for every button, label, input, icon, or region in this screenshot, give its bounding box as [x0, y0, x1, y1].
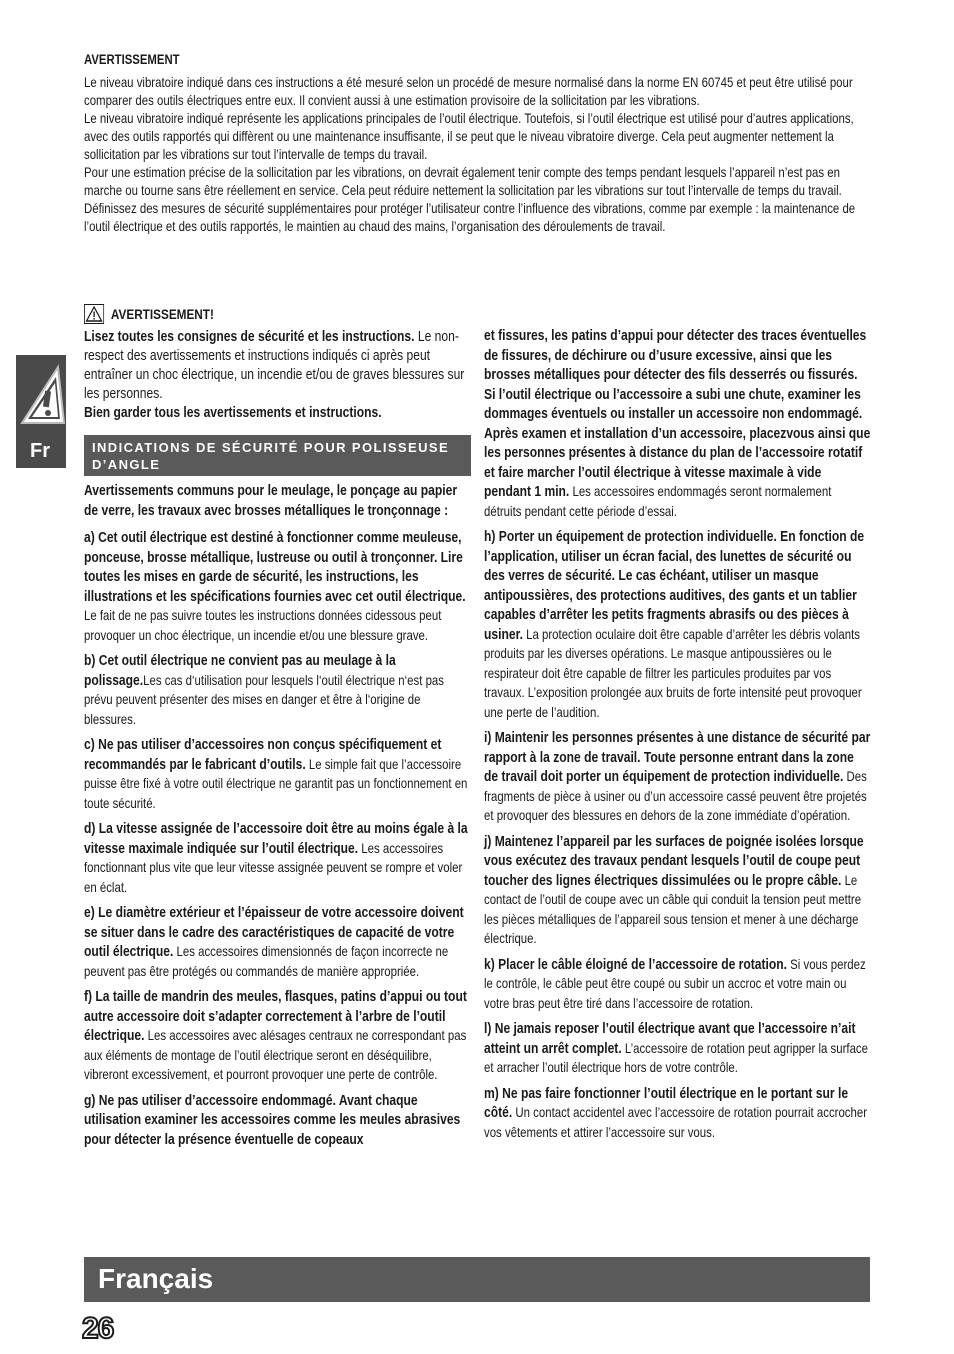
warning-block — [84, 304, 471, 423]
vibration-paragraph-3: Pour une estimation précise de la sollicitation par les vibrations, on devrait également tenir compte des temps pendant lesquels l’appareil n’est pas en marche ou tourne sans être réellement en service. Cela peut réduire nettement la sollicitation par les vibrations sur tout l’intervalle de temps du travail. — [84, 165, 842, 198]
safety-item-rest: Le fait de ne pas suivre toutes les instructions données cidessous peut provoquer un choc électrique, un incendie et/ou une blessure grave. — [84, 608, 442, 643]
safety-item — [484, 1020, 870, 1079]
safety-item-rest: Un contact accidentel avec l’accessoire de rotation pourrait accrocher vos vêtements et attirer l’accessoire sur vous. — [484, 1105, 868, 1140]
safety-item-rest: La protection oculaire doit être capable d’arrêter les débris volants produits par les diverses opérations. Le masque antipoussières ou le respirateur doit être capable de filtrer les particules produites par vos travaux. L’exposition prolongée aux bruits de forte intensité peut provoquer une perte de l’audition. — [484, 626, 862, 720]
safety-item-bold: m) Ne pas faire fonctionner l’outil électrique en le portant sur le côté. — [484, 1085, 849, 1121]
right-column-items — [484, 327, 870, 1149]
safety-item-bold: et fissures, les patins d’appui pour détecter des traces éventuelles de fissures, de déchirure ou d’usure excessive, ainsi que les brosses métalliques pour détecter des fils desserrés ou fissurés. Si l’outil électrique ou l’accessoire a subi une chute, examiner les dommages éventuels ou installer un accessoire non endommagé. Après examen et installation d’un accessoire, placezvous ainsi que les personnes présentes à distance du plan de l’accessoire rotatif et faire marcher l’outil électrique à vitesse maximale à vide pendant 1 min. — [484, 328, 871, 500]
footer-language-bar — [84, 1257, 870, 1302]
vibration-warning-heading: AVERTISSEMENT — [84, 52, 180, 67]
safety-item-rest: L’accessoire de rotation peut agripper la surface et arracher l’outil électrique hors de votre contrôle. — [484, 1040, 868, 1075]
footer-title: Français — [98, 1263, 214, 1294]
safety-item-rest: Les cas d‘utilisation pour lesquels l‘outil électrique n‘est pas prévu peuvent présenter des mises en danger et être à l‘origine de blessures. — [84, 672, 444, 727]
safety-item-bold: c) Ne pas utiliser d’accessoires non conçus spécifiquement et recommandés par le fabricant d’outils. — [84, 737, 442, 773]
safety-item-bold: a) Cet outil électrique est destiné à fonctionner comme meuleuse, ponceuse, brosse métallique, lustreuse ou outil à tronçonner. Lire toutes les mises en garde de sécurité, les instructions, les illustrations et les spécifications fournies avec cet outil électrique. — [84, 530, 466, 605]
language-side-tab — [16, 355, 66, 468]
safety-item-rest: Des fragments de pièce à usiner ou d’un accessoire cassé peuvent être projetés et provoquer des blessures en dehors de la zone immédiate d’opération. — [484, 769, 867, 823]
safety-item-bold: g) Ne pas utiliser d’accessoire endommagé. Avant chaque utilisation examiner les accessoires comme les meules abrasives pour détecter la présence éventuelle de copeaux — [84, 1092, 461, 1148]
safety-item — [484, 956, 870, 1015]
safety-item — [84, 988, 471, 1086]
safety-item — [84, 904, 471, 982]
safety-item-bold: b) Cet outil électrique ne convient pas au meulage à la polissage. — [84, 653, 396, 689]
safety-item — [84, 652, 471, 730]
safety-item-bold: l) Ne jamais reposer l’outil électrique avant que l’accessoire n’ait atteint un arrêt complet. — [484, 1021, 856, 1057]
warning-icon — [84, 304, 104, 324]
safety-item — [84, 736, 471, 814]
safety-item-rest: Le contact de l’outil de coupe avec un câble qui conduit la tension peut mettre les pièces métalliques de l’appareil sous tension et mener à une décharge électrique. — [484, 872, 862, 946]
safety-item — [484, 327, 870, 522]
warning-heading-text: AVERTISSEMENT! — [110, 306, 214, 322]
warning-rest-text: Le non-respect des avertissements et instructions indiqués ci après peut entraîner un choc électrique, un incendie et/ou de graves blessures sur les personnes. — [84, 329, 465, 402]
page-number: 26 — [82, 1312, 114, 1345]
safety-item-rest: Les accessoires dimensionnés de façon incorrecte ne peuvent pas être protégés ou commandés de manière appropriée. — [84, 944, 449, 979]
vibration-paragraph-4: Définissez des mesures de sécurité supplémentaires pour protéger l’utilisateur contre l’influence des vibrations, comme par exemple : la maintenance de l’outil électrique et des outils rapportés, le maintien au chaud des mains, l’organisation des déroulements de travail. — [84, 201, 856, 234]
safety-item — [484, 528, 870, 723]
warning-paragraph — [84, 328, 471, 404]
safety-item-rest: Les accessoires fonctionnant plus vite que leur vitesse assignée peuvent se rompre et voler en éclat. — [84, 840, 463, 895]
warning-keep-instructions: Bien garder tous les avertissements et instructions. — [84, 405, 382, 421]
safety-item-bold: k) Placer le câble éloigné de l’accessoire de rotation. — [484, 956, 788, 973]
warning-bold-text: Lisez toutes les consignes de sécurité et les instructions. — [84, 329, 415, 345]
intro-text: Avertissements communs pour le meulage, le ponçage au papier de verre, les travaux avec brosses métalliques le tronçonnage : — [84, 483, 458, 519]
safety-item-bold: f) La taille de mandrin des meules, flasques, patins d’appui ou tout autre accessoire doit s’adapter correctement à l’arbre de l’outil électrique. — [84, 989, 467, 1044]
vibration-paragraph-2: Le niveau vibratoire indiqué représente les applications principales de l’outil électrique. Toutefois, si l’outil électrique est utilisé pour d’autres applications, avec des outils rapportés qui diffèrent ou une maintenance insuffisante, il se peut que le niveau vibratoire diverge. Cela peut augmenter nettement la sollicitation par les vibrations sur tout l’intervalle de temps du travail. — [84, 111, 854, 162]
safety-item-rest: Le simple fait que l’accessoire puisse être fixé à votre outil électrique ne garantit pas un fonctionnement en toute sécurité. — [84, 756, 468, 811]
safety-item-bold: j) Maintenez l’appareil par les surfaces de poignée isolées lorsque vous exécutez des travaux pendant lesquels l’outil de coupe peut toucher des lignes électriques dissimulées ou le propre câble. — [484, 833, 864, 889]
safety-item — [84, 820, 471, 898]
safety-item — [484, 1085, 870, 1144]
safety-item-bold: d) La vitesse assignée de l’accessoire doit être au moins égale à la vitesse maximale indiquée sur l’outil électrique. — [84, 821, 468, 857]
safety-item-bold: e) Le diamètre extérieur et l’épaisseur de votre accessoire doivent se situer dans le cadre des caractéristiques de capacité de votre outil électrique. — [84, 905, 464, 960]
safety-item-rest: Si vous perdez le contrôle, le câble peut être coupé ou subir un accroc et votre main ou votre bras peut être tiré dans l’accessoire de rotation. — [484, 956, 866, 1011]
safety-item-rest: Les accessoires avec alésages centraux ne correspondant pas aux éléments de montage de l’outil électrique seront en déséquilibre, vibreront excessivement, et pourront provoquer une perte de contrôle. — [84, 1028, 467, 1082]
language-code: Fr — [30, 440, 50, 462]
vibration-warning-block — [84, 51, 954, 236]
safety-item — [484, 833, 870, 950]
left-column-items — [84, 482, 471, 1156]
safety-item — [84, 529, 471, 646]
section-heading-bar — [84, 435, 471, 476]
safety-item-bold: h) Porter un équipement de protection individuelle. En fonction de l’application, utiliser un écran facial, des lunettes de sécurité ou des verres de sécurité. Le cas échéant, utiliser un masque antipoussières, des protections auditives, des gants et un tablier capables d’arrêter les petits fragments abrasifs ou des pièces à usiner. — [484, 529, 865, 643]
section-title: INDICATIONS DE SÉCURITÉ POUR POLISSEUSE D’ANGLE — [92, 440, 450, 472]
vibration-paragraph-1: Le niveau vibratoire indiqué dans ces instructions a été mesuré selon un procédé de mesure normalisé dans la norme EN 60745 et peut être utilisé pour comparer des outils électriques entre eux. Il convient aussi à une estimation provisoire de la sollicitation par les vibrations. — [84, 75, 853, 108]
warning-heading — [84, 304, 471, 324]
safety-item-bold: i) Maintenir les personnes présentes à une distance de sécurité par rapport à la zone de travail. Toute personne entrant dans la zone de travail doit porter un équipement de protection individuelle. — [484, 730, 871, 785]
safety-item-rest: Les accessoires endommagés seront normalement détruits pendant cette période d’essai. — [484, 484, 832, 519]
warning-triangle-icon — [18, 363, 66, 435]
safety-item — [84, 1092, 471, 1151]
safety-item — [484, 729, 870, 827]
